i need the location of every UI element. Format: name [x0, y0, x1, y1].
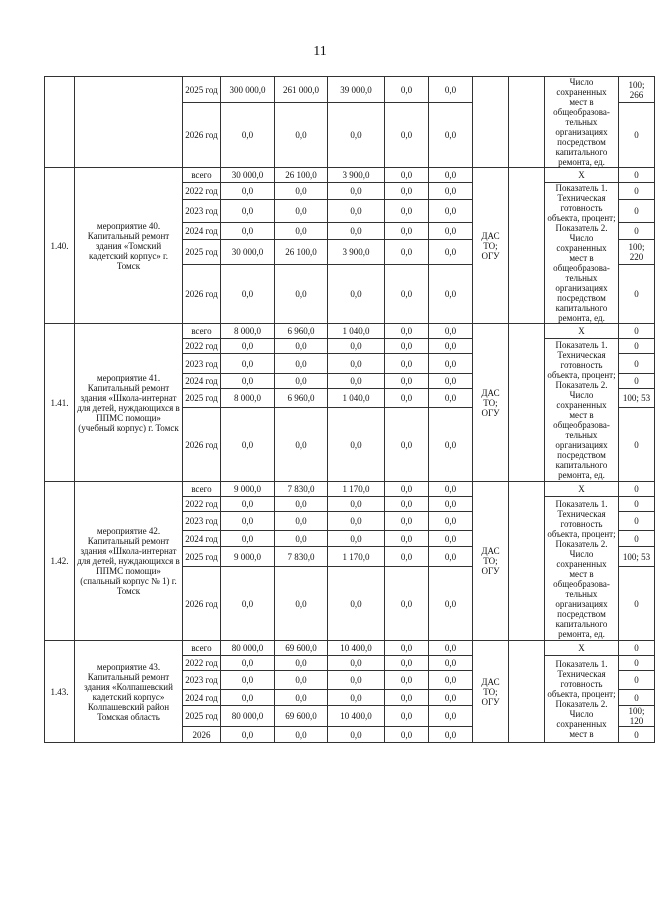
regional-value: 0,0 [328, 354, 385, 374]
total-value: 0,0 [221, 497, 275, 512]
total-value: 30 000,0 [221, 168, 275, 183]
table-row [45, 168, 655, 183]
federal-value: 26 100,0 [275, 240, 328, 264]
total-value: 80 000,0 [221, 706, 275, 727]
regional-value: 0,0 [328, 690, 385, 706]
activity-name [75, 77, 183, 168]
total-value: 300 000,0 [221, 77, 275, 103]
extrabudget-value: 0,0 [429, 641, 473, 656]
total-value: 0,0 [221, 374, 275, 389]
indicator-value: 0 [619, 103, 655, 168]
indicator-value: 0 [619, 408, 655, 482]
indicator-value: 0 [619, 183, 655, 200]
co-executor [509, 482, 545, 641]
period-label: 2026 год [183, 408, 221, 482]
indicator-value: 0 [619, 168, 655, 183]
co-executor [509, 168, 545, 324]
extrabudget-value: 0,0 [429, 389, 473, 408]
local-value: 0,0 [385, 264, 429, 323]
federal-value: 7 830,0 [275, 482, 328, 497]
total-value: 9 000,0 [221, 547, 275, 567]
regional-value: 0,0 [328, 512, 385, 531]
co-executor [509, 77, 545, 168]
federal-value: 0,0 [275, 264, 328, 323]
indicator-value: 0 [619, 641, 655, 656]
indicator-value: 0 [619, 354, 655, 374]
indicator-name: Показатель 1. Техническая готовность объекта, процент; Показатель 2. Число сохраненных мест в общеобразова-тельных организациях посредством капитального ремонта, ед. [545, 339, 619, 482]
total-value: 0,0 [221, 222, 275, 239]
federal-value: 0,0 [275, 339, 328, 354]
indicator-name: X [545, 168, 619, 183]
local-value: 0,0 [385, 531, 429, 547]
regional-value: 0,0 [328, 264, 385, 323]
regional-value: 0,0 [328, 727, 385, 743]
local-value: 0,0 [385, 339, 429, 354]
extrabudget-value: 0,0 [429, 240, 473, 264]
indicator-value: 100; 53 [619, 547, 655, 567]
local-value: 0,0 [385, 547, 429, 567]
local-value: 0,0 [385, 77, 429, 103]
federal-value: 0,0 [275, 408, 328, 482]
regional-value: 1 170,0 [328, 482, 385, 497]
federal-value: 0,0 [275, 531, 328, 547]
indicator-value: 0 [619, 482, 655, 497]
period-label: 2025 год [183, 240, 221, 264]
indicator-value: 100; 53 [619, 389, 655, 408]
executor: ДАС ТО; ОГУ [473, 482, 509, 641]
item-number [45, 77, 75, 168]
federal-value: 0,0 [275, 497, 328, 512]
local-value: 0,0 [385, 656, 429, 671]
federal-value: 0,0 [275, 567, 328, 641]
federal-value: 26 100,0 [275, 168, 328, 183]
total-value: 80 000,0 [221, 641, 275, 656]
period-label: 2022 год [183, 497, 221, 512]
period-label: 2025 год [183, 77, 221, 103]
federal-value: 0,0 [275, 656, 328, 671]
period-label: 2026 год [183, 264, 221, 323]
indicator-value: 0 [619, 531, 655, 547]
period-label: 2024 год [183, 222, 221, 239]
table-row [45, 77, 655, 103]
regional-value: 0,0 [328, 222, 385, 239]
total-value: 0,0 [221, 656, 275, 671]
indicator-value: 100; 266 [619, 77, 655, 103]
period-label: 2026 [183, 727, 221, 743]
indicator-name: X [545, 641, 619, 656]
extrabudget-value: 0,0 [429, 168, 473, 183]
indicator-value: 100; 120 [619, 706, 655, 727]
extrabudget-value: 0,0 [429, 183, 473, 200]
federal-value: 0,0 [275, 183, 328, 200]
period-label: 2025 год [183, 389, 221, 408]
regional-value: 0,0 [328, 103, 385, 168]
table-row [45, 641, 655, 656]
table-row [45, 324, 655, 339]
period-label: 2023 год [183, 354, 221, 374]
extrabudget-value: 0,0 [429, 222, 473, 239]
extrabudget-value: 0,0 [429, 690, 473, 706]
regional-value: 0,0 [328, 408, 385, 482]
total-value: 0,0 [221, 408, 275, 482]
local-value: 0,0 [385, 497, 429, 512]
federal-value: 0,0 [275, 222, 328, 239]
item-number: 1.43. [45, 641, 75, 743]
period-label: 2025 год [183, 547, 221, 567]
period-label: 2023 год [183, 200, 221, 222]
indicator-value: 0 [619, 671, 655, 690]
total-value: 0,0 [221, 339, 275, 354]
indicator-value: 0 [619, 222, 655, 239]
period-label: всего [183, 324, 221, 339]
local-value: 0,0 [385, 183, 429, 200]
local-value: 0,0 [385, 408, 429, 482]
local-value: 0,0 [385, 512, 429, 531]
period-label: 2022 год [183, 339, 221, 354]
extrabudget-value: 0,0 [429, 324, 473, 339]
federal-value: 6 960,0 [275, 389, 328, 408]
indicator-value: 0 [619, 690, 655, 706]
extrabudget-value: 0,0 [429, 200, 473, 222]
extrabudget-value: 0,0 [429, 339, 473, 354]
extrabudget-value: 0,0 [429, 264, 473, 323]
regional-value: 3 900,0 [328, 168, 385, 183]
period-label: 2025 год [183, 706, 221, 727]
indicator-value: 0 [619, 512, 655, 531]
indicator-value: 0 [619, 727, 655, 743]
federal-value: 0,0 [275, 727, 328, 743]
indicator-value: 0 [619, 656, 655, 671]
indicator-name: X [545, 324, 619, 339]
regional-value: 0,0 [328, 567, 385, 641]
regional-value: 0,0 [328, 671, 385, 690]
federal-value: 0,0 [275, 512, 328, 531]
extrabudget-value: 0,0 [429, 727, 473, 743]
period-label: 2026 год [183, 567, 221, 641]
executor [473, 77, 509, 168]
federal-value: 0,0 [275, 354, 328, 374]
federal-value: 0,0 [275, 200, 328, 222]
extrabudget-value: 0,0 [429, 512, 473, 531]
total-value: 0,0 [221, 354, 275, 374]
extrabudget-value: 0,0 [429, 567, 473, 641]
item-number: 1.41. [45, 324, 75, 482]
item-number: 1.40. [45, 168, 75, 324]
local-value: 0,0 [385, 567, 429, 641]
federal-value: 69 600,0 [275, 706, 328, 727]
executor: ДАС ТО; ОГУ [473, 641, 509, 743]
local-value: 0,0 [385, 200, 429, 222]
federal-value: 261 000,0 [275, 77, 328, 103]
co-executor [509, 641, 545, 743]
local-value: 0,0 [385, 641, 429, 656]
extrabudget-value: 0,0 [429, 671, 473, 690]
federal-value: 6 960,0 [275, 324, 328, 339]
total-value: 9 000,0 [221, 482, 275, 497]
regional-value: 0,0 [328, 183, 385, 200]
period-label: 2024 год [183, 690, 221, 706]
extrabudget-value: 0,0 [429, 547, 473, 567]
total-value: 0,0 [221, 727, 275, 743]
indicator-name: X [545, 482, 619, 497]
extrabudget-value: 0,0 [429, 354, 473, 374]
total-value: 8 000,0 [221, 324, 275, 339]
indicator-value: 0 [619, 200, 655, 222]
executor: ДАС ТО; ОГУ [473, 168, 509, 324]
total-value: 0,0 [221, 264, 275, 323]
total-value: 30 000,0 [221, 240, 275, 264]
co-executor [509, 324, 545, 482]
indicator-name: Показатель 1. Техническая готовность объекта, процент; Показатель 2. Число сохраненных мест в общеобразова-тельных организациях посредством капитального ремонта, ед. [545, 183, 619, 324]
table-row [45, 482, 655, 497]
indicator-value: 100; 220 [619, 240, 655, 264]
period-label: всего [183, 641, 221, 656]
total-value: 0,0 [221, 103, 275, 168]
indicator-value: 0 [619, 264, 655, 323]
local-value: 0,0 [385, 240, 429, 264]
extrabudget-value: 0,0 [429, 482, 473, 497]
extrabudget-value: 0,0 [429, 656, 473, 671]
federal-value: 0,0 [275, 103, 328, 168]
federal-value: 0,0 [275, 374, 328, 389]
total-value: 0,0 [221, 183, 275, 200]
table-body [45, 77, 655, 743]
regional-value: 10 400,0 [328, 641, 385, 656]
local-value: 0,0 [385, 354, 429, 374]
regional-value: 0,0 [328, 339, 385, 354]
total-value: 0,0 [221, 671, 275, 690]
extrabudget-value: 0,0 [429, 103, 473, 168]
period-label: 2024 год [183, 531, 221, 547]
period-label: 2022 год [183, 183, 221, 200]
total-value: 0,0 [221, 531, 275, 547]
indicator-value: 0 [619, 567, 655, 641]
federal-value: 7 830,0 [275, 547, 328, 567]
period-label: 2022 год [183, 656, 221, 671]
local-value: 0,0 [385, 103, 429, 168]
activity-name: мероприятие 43. Капитальный ремонт здания «Колпашевский кадетский корпус» Колпашевский район Томская область [75, 641, 183, 743]
regional-value: 0,0 [328, 497, 385, 512]
local-value: 0,0 [385, 168, 429, 183]
total-value: 0,0 [221, 567, 275, 641]
local-value: 0,0 [385, 671, 429, 690]
indicator-value: 0 [619, 497, 655, 512]
activity-name: мероприятие 40. Капитальный ремонт здания «Томский кадетский корпус» г. Томск [75, 168, 183, 324]
federal-value: 69 600,0 [275, 641, 328, 656]
regional-value: 0,0 [328, 656, 385, 671]
extrabudget-value: 0,0 [429, 408, 473, 482]
extrabudget-value: 0,0 [429, 497, 473, 512]
extrabudget-value: 0,0 [429, 374, 473, 389]
local-value: 0,0 [385, 222, 429, 239]
local-value: 0,0 [385, 374, 429, 389]
local-value: 0,0 [385, 706, 429, 727]
total-value: 0,0 [221, 200, 275, 222]
local-value: 0,0 [385, 324, 429, 339]
regional-value: 39 000,0 [328, 77, 385, 103]
total-value: 0,0 [221, 690, 275, 706]
period-label: 2026 год [183, 103, 221, 168]
regional-value: 0,0 [328, 531, 385, 547]
local-value: 0,0 [385, 482, 429, 497]
period-label: 2023 год [183, 512, 221, 531]
local-value: 0,0 [385, 389, 429, 408]
indicator-value: 0 [619, 339, 655, 354]
local-value: 0,0 [385, 727, 429, 743]
regional-value: 3 900,0 [328, 240, 385, 264]
total-value: 0,0 [221, 512, 275, 531]
federal-value: 0,0 [275, 671, 328, 690]
regional-value: 0,0 [328, 200, 385, 222]
period-label: всего [183, 482, 221, 497]
indicator-name: Показатель 1. Техническая готовность объекта, процент; Показатель 2. Число сохраненных мест в [545, 656, 619, 743]
period-label: 2023 год [183, 671, 221, 690]
period-label: 2024 год [183, 374, 221, 389]
item-number: 1.42. [45, 482, 75, 641]
period-label: всего [183, 168, 221, 183]
executor: ДАС ТО; ОГУ [473, 324, 509, 482]
local-value: 0,0 [385, 690, 429, 706]
indicator-name: Число сохраненных мест в общеобразова-тельных организациях посредством капитального ремонта, ед. [545, 77, 619, 168]
page-number: 11 [313, 44, 327, 59]
regional-value: 1 170,0 [328, 547, 385, 567]
program-activities-table [44, 76, 655, 743]
extrabudget-value: 0,0 [429, 531, 473, 547]
activity-name: мероприятие 42. Капитальный ремонт здания «Школа-интернат для детей, нуждающихся в ППМС помощи» (спальный корпус № 1) г. Томск [75, 482, 183, 641]
regional-value: 10 400,0 [328, 706, 385, 727]
regional-value: 1 040,0 [328, 324, 385, 339]
indicator-name: Показатель 1. Техническая готовность объекта, процент; Показатель 2. Число сохраненных мест в общеобразова-тельных организациях посредством капитального ремонта, ед. [545, 497, 619, 641]
activity-name: мероприятие 41. Капитальный ремонт здания «Школа-интернат для детей, нуждающихся в ППМС помощи» (учебный корпус) г. Томск [75, 324, 183, 482]
extrabudget-value: 0,0 [429, 706, 473, 727]
regional-value: 1 040,0 [328, 389, 385, 408]
regional-value: 0,0 [328, 374, 385, 389]
indicator-value: 0 [619, 374, 655, 389]
indicator-value: 0 [619, 324, 655, 339]
total-value: 8 000,0 [221, 389, 275, 408]
extrabudget-value: 0,0 [429, 77, 473, 103]
federal-value: 0,0 [275, 690, 328, 706]
